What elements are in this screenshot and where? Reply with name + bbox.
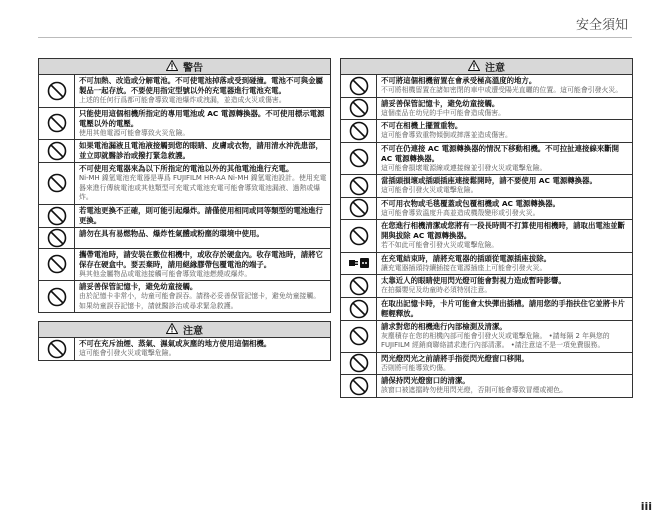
- safety-section: [340, 58, 633, 398]
- safety-item-text: [377, 298, 632, 320]
- safety-item-text: [377, 198, 632, 220]
- section-title: 警告: [183, 63, 203, 74]
- safety-section: [38, 58, 331, 313]
- safety-item-heading: 不可在仍連接 AC 電源轉換器的情況下移動相機。不可拉扯連接線來斷開 AC 電源轉換器。: [381, 143, 620, 163]
- unplug-icon: [341, 253, 377, 275]
- right-column: [340, 58, 633, 406]
- header-rule: [38, 37, 632, 38]
- safety-item: [341, 297, 632, 320]
- safety-item-text: [75, 281, 330, 312]
- safety-item: [341, 75, 632, 97]
- safety-item-detail: 不可將相機留置在諸如密閉的車中或遭受陽光直曬的位置。這可能會引發火災。: [381, 86, 623, 94]
- safety-item-text: [377, 120, 632, 142]
- safety-item-text: [377, 98, 632, 120]
- safety-item-heading: 若電池更換不正確，則可能引起爆炸。請僅使用相同或同等類型的電池進行更換。: [79, 205, 323, 225]
- section-header: [39, 59, 330, 75]
- safety-item-text: [75, 108, 330, 140]
- safety-item: [341, 97, 632, 120]
- safety-item-heading: 如果電池漏液且電池液接觸到您的眼睛、皮膚或衣物，請用清水沖洗患部，並立即就醫診治或撥打緊急救護。: [79, 141, 323, 160]
- safety-item-heading: 請妥善保管記憶卡，避免幼童接觸。: [381, 98, 500, 108]
- safety-item: [341, 219, 632, 252]
- safety-item: [39, 280, 330, 312]
- no-entry-icon: [39, 249, 75, 281]
- warning-triangle-icon: [468, 60, 480, 74]
- safety-item: [341, 352, 632, 375]
- no-entry-icon: [341, 353, 377, 375]
- safety-item-heading: 請妥善保管記憶卡，避免幼童接觸。: [79, 282, 198, 291]
- safety-item: [39, 338, 330, 360]
- safety-item-detail: 在拍攝嬰兒及幼童時必須特別注意。: [381, 286, 492, 294]
- no-entry-icon: [341, 120, 377, 142]
- safety-item-heading: 不可使用充電器來為以下所指定的電池以外的其他電池進行充電。: [79, 164, 294, 173]
- safety-item-detail: 讓充電器插頭持續插接在電源插座上可能會引發火災。: [381, 263, 547, 272]
- no-entry-icon: [39, 140, 75, 162]
- safety-item-heading: 請保持閃光燈窗口的清潔。: [381, 376, 470, 385]
- safety-item: [39, 75, 330, 107]
- safety-item-text: [377, 143, 632, 175]
- safety-item-detail: 使用其他電源可能會導致火災危險。: [79, 128, 190, 137]
- safety-item-detail: 若不如此可能會引發火災或電擊危險。: [381, 241, 499, 249]
- safety-item-text: [75, 228, 330, 248]
- safety-item: [39, 227, 330, 248]
- safety-item-heading: 在充電結束時，請將充電器的插頭從電源插座拔除。: [381, 253, 551, 263]
- no-entry-icon: [341, 175, 377, 197]
- safety-item-detail: 這可能會損壞電源線或連接線並引發火災或電擊危險。: [381, 163, 547, 172]
- safety-item: [341, 174, 632, 197]
- safety-item-detail: 由於記憶卡非常小，幼童可能會誤吞。請務必妥善保管記憶卡，避免幼童接觸。如果幼童誤吞記憶卡，請就醫診治或尋求緊急救護。: [79, 292, 321, 310]
- safety-item-text: [377, 353, 632, 375]
- safety-item-text: [377, 321, 632, 352]
- safety-item-text: [377, 253, 632, 275]
- safety-item-heading: 太靠近人的眼睛使用閃光燈可能會對視力造成暫時影響。: [381, 276, 566, 285]
- no-entry-icon: [341, 375, 377, 397]
- safety-item-text: [75, 140, 330, 162]
- safety-item-heading: 在取出記憶卡時，卡片可能會太快彈出插槽。請用您的手指扶住它並將卡片輕輕釋放。: [381, 298, 625, 318]
- safety-item-detail: 否則將可能導致灼傷。: [381, 363, 450, 372]
- safety-item: [39, 139, 330, 162]
- safety-item-heading: 不可將這個相機留置在會承受極高溫度的地方。: [381, 76, 537, 85]
- safety-item: [341, 197, 632, 220]
- safety-item-heading: 不可加熱、改造或分解電池。不可使電池掉落或受到碰撞。電池不可與金屬製品一起存放。不要使用指定型號以外的充電器進行電池充電。: [79, 76, 323, 95]
- no-entry-icon: [341, 75, 377, 97]
- no-entry-icon: [341, 220, 377, 252]
- no-entry-icon: [341, 198, 377, 220]
- safety-item-heading: 攜帶電池時，請安裝在數位相機中，或收存於硬盒內。收存電池時，請將它保存在硬盒中。要丟棄時，請用絕緣膠帶包覆電池的端子。: [79, 249, 323, 269]
- no-entry-icon: [39, 75, 75, 107]
- section-header: [341, 59, 632, 75]
- safety-item-detail: 這可能會導致溫度升高並造成機殼變形或引發火災。: [381, 208, 540, 217]
- safety-item-text: [377, 75, 632, 97]
- safety-item-detail: 灰塵積存在您的相機內部可能會引發火災或電擊危險。 •請每隔 2 年與您的 FUJIFILM 經銷商聯絡請求進行內部清潔。 •請注意這不是一項免費服務。: [381, 331, 610, 349]
- safety-item-text: [75, 163, 330, 204]
- safety-item-text: [75, 338, 330, 360]
- left-column: [38, 58, 331, 369]
- safety-item: [39, 248, 330, 281]
- safety-item: [341, 274, 632, 297]
- safety-item-detail: 上述的任何行爲都可能會導致電池爆炸或洩漏，並造成火災或傷害。: [79, 96, 286, 104]
- safety-item-heading: 當插頭損壞或插頭插座連接鬆開時，請不要使用 AC 電源轉換器。: [381, 176, 597, 185]
- safety-item-heading: 請勿在具有易燃物品、爆炸性氣體或粉塵的環境中使用。: [79, 228, 264, 238]
- safety-item-text: [377, 275, 632, 297]
- section-title: 注意: [183, 326, 203, 337]
- warning-triangle-icon: [166, 60, 178, 74]
- safety-item-text: [377, 175, 632, 197]
- no-entry-icon: [39, 163, 75, 204]
- safety-item-heading: 不可在充斥油煙、蒸氣、濕氣或灰塵的地方使用這個相機。: [79, 339, 272, 348]
- safety-item-detail: 該窗口被遮擋時勿使用閃光燈，否則可能會導致冒煙或褪色。: [381, 386, 568, 394]
- no-entry-icon: [341, 275, 377, 297]
- safety-item-heading: 請求對您的相機進行內部檢測及清潔。: [381, 321, 507, 331]
- section-header: [39, 322, 330, 338]
- safety-item-text: [75, 249, 330, 281]
- no-entry-icon: [341, 98, 377, 120]
- safety-item: [39, 107, 330, 140]
- safety-item-heading: 在您進行相機清潔或您將有一段長時間不打算使用相機時，請取出電池並斷開與拔除 AC 電源轉換器。: [381, 221, 625, 240]
- safety-item-text: [75, 205, 330, 227]
- safety-item-detail: 這可能會導致重物傾倒或摔落並造成傷害。: [381, 131, 512, 139]
- no-entry-icon: [341, 321, 377, 352]
- warning-triangle-icon: [166, 323, 178, 337]
- no-entry-icon: [341, 143, 377, 175]
- safety-item-detail: Ni-MH 鎳氫電池充電器是專爲 FUJIFILM HR-AA Ni-MH 鎳氫電池設計。使用充電器來進行傳統電池或其他類型可充電式電池充電可能會導致電池漏液、過熱或爆炸。: [79, 174, 327, 201]
- no-entry-icon: [39, 205, 75, 227]
- safety-item-detail: 這可能會引發火災或電擊危險。: [79, 349, 176, 357]
- safety-item: [39, 162, 330, 204]
- safety-item-text: [377, 220, 632, 252]
- safety-item: [341, 374, 632, 397]
- no-entry-icon: [341, 298, 377, 320]
- no-entry-icon: [39, 338, 75, 360]
- safety-item-heading: 閃光燈閃光之前請將手指從閃光燈窗口移開。: [381, 353, 529, 363]
- safety-item-heading: 不可在相機上擺置重物。: [381, 121, 463, 130]
- safety-item-text: [75, 75, 330, 107]
- safety-item-text: [377, 375, 632, 397]
- safety-item-detail: 與其他金屬物品或電池接觸可能會導致電池燃燒或爆炸。: [79, 269, 252, 278]
- safety-section: [38, 321, 331, 361]
- safety-item: [39, 204, 330, 227]
- safety-item: [341, 320, 632, 352]
- page-number: iii: [640, 500, 652, 513]
- safety-item-heading: 只能使用這個相機所指定的專用電池或 AC 電源轉換器。不可使用標示電源電壓以外的電壓。: [79, 108, 325, 128]
- safety-item-detail: 這可能會引發火災或電擊危險。: [381, 186, 478, 194]
- safety-item: [341, 252, 632, 275]
- safety-item-heading: 不可用衣物或毛毯覆蓋或包覆相機或 AC 電源轉換器。: [381, 198, 560, 208]
- safety-item: [341, 119, 632, 142]
- no-entry-icon: [39, 108, 75, 140]
- safety-item-detail: 這個產品在幼兒的手中可能會造成傷害。: [381, 108, 506, 117]
- page-title: 安全須知: [575, 18, 628, 33]
- safety-item: [341, 142, 632, 175]
- section-title: 注意: [485, 63, 505, 74]
- no-entry-icon: [39, 281, 75, 312]
- no-entry-icon: [39, 228, 75, 248]
